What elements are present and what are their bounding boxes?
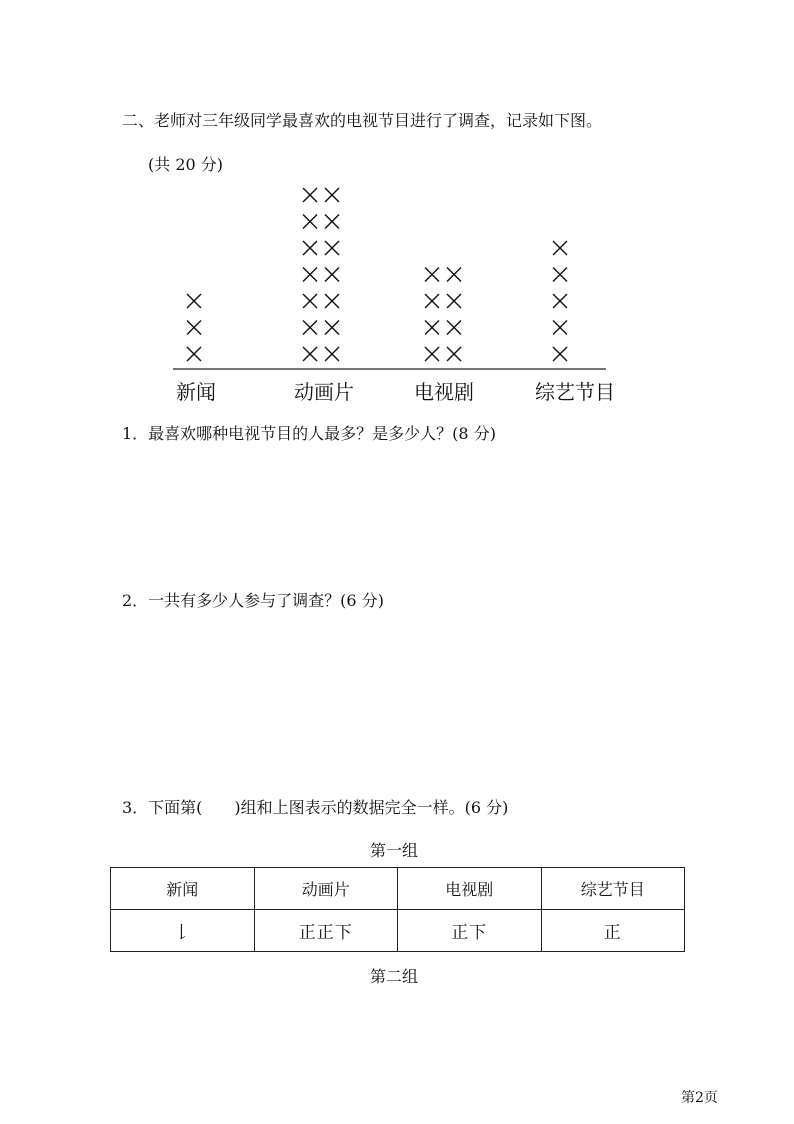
pictograph-mark-电视剧 <box>425 268 439 282</box>
tally-cartoon <box>254 910 398 952</box>
pictograph-mark-电视剧 <box>447 347 461 361</box>
pictograph-mark-电视剧 <box>425 347 439 361</box>
category-label-variety: 综艺节目 <box>535 380 615 404</box>
tally-news <box>111 910 255 952</box>
category-label-cartoon: 动画片 <box>294 380 354 404</box>
pictograph-mark-新闻 <box>187 347 201 361</box>
header-variety: 综艺节目 <box>541 868 685 910</box>
pictograph-mark-综艺节目 <box>553 268 567 282</box>
question-2: 2．一共有多少人参与了调查？(6 分) <box>122 591 384 610</box>
group1-table <box>110 867 685 952</box>
pictograph-mark-动画片 <box>325 321 339 335</box>
pictograph-mark-综艺节目 <box>553 347 567 361</box>
header-cartoon: 动画片 <box>254 868 398 910</box>
pictograph-mark-动画片 <box>303 268 317 282</box>
tally-mark: 正 <box>603 923 622 943</box>
pictograph-mark-动画片 <box>303 347 317 361</box>
pictograph-mark-综艺节目 <box>553 321 567 335</box>
section-points: (共 20 分) <box>148 155 224 174</box>
question-1: 1．最喜欢哪种电视节目的人最多？是多少人？(8 分) <box>122 424 496 443</box>
pictograph-mark-动画片 <box>325 241 339 255</box>
pictograph-mark-动画片 <box>325 268 339 282</box>
section-title: 二、老师对三年级同学最喜欢的电视节目进行了调查，记录如下图。 <box>122 111 603 130</box>
group1-caption: 第一组 <box>370 841 419 860</box>
pictograph-mark-电视剧 <box>447 294 461 308</box>
tally-variety <box>541 910 685 952</box>
pictograph-mark-电视剧 <box>447 321 461 335</box>
pictograph-mark-综艺节目 <box>553 241 567 255</box>
tally-drama <box>398 910 542 952</box>
tally-mark: 正正下 <box>298 923 353 943</box>
tally-mark: 正下 <box>451 923 488 943</box>
pictograph-mark-动画片 <box>325 347 339 361</box>
pictograph-mark-动画片 <box>303 294 317 308</box>
tally-mark: 𠄌 <box>173 923 192 943</box>
pictograph-mark-新闻 <box>187 294 201 308</box>
pictograph-mark-动画片 <box>325 215 339 229</box>
question-3: 3．下面第( )组和上图表示的数据完全一样。(6 分) <box>122 798 509 817</box>
pictograph-mark-动画片 <box>303 188 317 202</box>
category-label-news: 新闻 <box>176 380 216 404</box>
pictograph-mark-综艺节目 <box>553 294 567 308</box>
pictograph-mark-动画片 <box>303 241 317 255</box>
table-header-row <box>111 868 685 910</box>
group2-caption: 第二组 <box>370 967 419 986</box>
category-label-drama: 电视剧 <box>414 380 474 404</box>
pictograph-mark-新闻 <box>187 321 201 335</box>
pictograph-mark-动画片 <box>303 321 317 335</box>
pictograph-mark-动画片 <box>303 215 317 229</box>
pictograph-chart <box>0 0 794 420</box>
page-number: 第2页 <box>681 1090 718 1106</box>
pictograph-mark-电视剧 <box>425 321 439 335</box>
pictograph-mark-动画片 <box>325 294 339 308</box>
header-news: 新闻 <box>111 868 255 910</box>
header-drama: 电视剧 <box>398 868 542 910</box>
pictograph-mark-动画片 <box>325 188 339 202</box>
pictograph-mark-电视剧 <box>447 268 461 282</box>
pictograph-mark-电视剧 <box>425 294 439 308</box>
table-tally-row <box>111 910 685 952</box>
